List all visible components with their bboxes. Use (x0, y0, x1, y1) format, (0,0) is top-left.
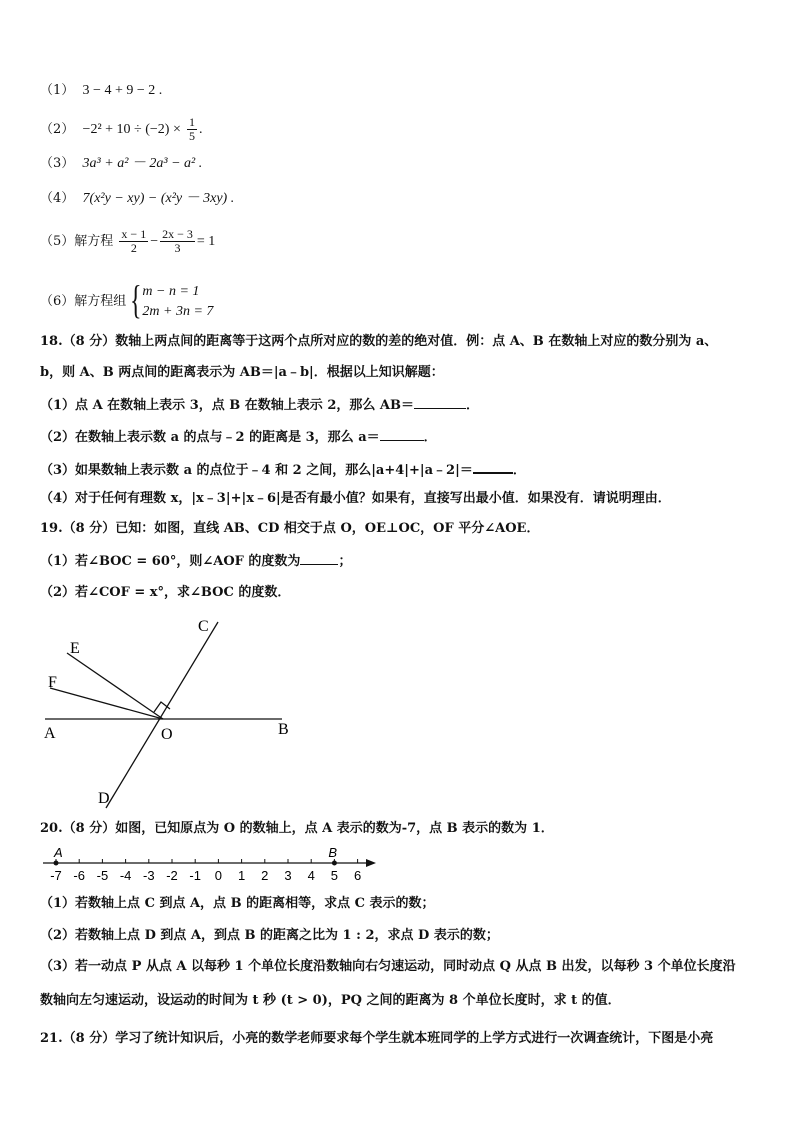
q18-part2 (40, 428, 437, 447)
q18-part2-text: （2）在数轴上表示数 a 的点与﹣2 的距离是 3，那么 a＝ (40, 430, 380, 445)
q17-part6-system (130, 277, 214, 322)
q20-part3-line2: 数轴向左匀速运动，设运动的时间为 t 秒 (t > 0)，PQ 之间的距离为 8 个单位长度时，求 t 的值． (40, 993, 621, 1008)
number-line-arrow (366, 859, 376, 867)
q17-part5-post: = 1 (196, 234, 216, 249)
label-f: F (48, 674, 57, 691)
point-a-dot (54, 861, 59, 866)
label-e: E (70, 640, 80, 657)
q17-part4-expr: 7(x²y − xy) − (x²y － 3xy) . (82, 191, 235, 206)
q19-part1-end: ； (338, 554, 352, 569)
q18-stem-line2: b，则 A、B 两点间的距离表示为 AB＝|a﹣b|．根据以上知识解题： (40, 365, 444, 380)
q17-part4 (40, 190, 234, 208)
q17-part6-eq2: 2m + 3n = 7 (142, 304, 214, 319)
point-a-label: A (54, 846, 63, 860)
q17-part5-fraction-1: $\frac{x - 1}{2}$ (121, 227, 147, 255)
ray-of (50, 688, 163, 719)
q17-part6 (40, 277, 214, 322)
number-line-tick-label: -3 (143, 868, 155, 883)
q17-part6-num: （6）解方程组 (40, 294, 127, 309)
q19-part1-text: （1）若∠BOC = 60°，则∠AOF 的度数为 (40, 554, 301, 569)
q17-part6-eq1: m − n = 1 (142, 284, 200, 299)
label-o: O (161, 726, 173, 743)
q19-part2: （2）若∠COF = x°，求∠BOC 的度数． (40, 585, 291, 600)
number-line-tick-label: 4 (307, 868, 315, 883)
q18-part1-text: （1）点 A 在数轴上表示 3，点 B 在数轴上表示 2，那么 AB＝ (40, 398, 414, 413)
answer-blank (473, 460, 513, 474)
q17-part2-pre: −2² + 10 ÷ (−2) × (82, 122, 181, 137)
q17-part4-num: （4） (40, 191, 75, 206)
q17-part5-minus: − (150, 234, 159, 249)
number-line-tick-label: 6 (353, 868, 362, 883)
label-a: A (44, 725, 56, 742)
q20-stem: 20.（8 分）如图，已知原点为 O 的数轴上，点 A 表示的数为-7，点 B 表示的数为 1． (40, 821, 554, 836)
number-line-tick-label: -6 (73, 868, 85, 883)
answer-blank (380, 428, 424, 441)
q17-part1-expr: 3 − 4 + 9 − 2 . (82, 83, 163, 98)
q17-part2 (40, 116, 202, 143)
q17-part2-post: . (198, 122, 203, 137)
number-line-tick-label: 0 (214, 868, 223, 883)
q20-part3-line1: （3）若一动点 P 从点 A 以每秒 1 个单位长度沿数轴向右匀速运动，同时动点 Q 从点 B 出发，以每秒 3 个单位长度沿 (40, 959, 736, 974)
q17-part3-expr: 3a³ + a² － 2a³ − a² . (82, 156, 203, 171)
q18-part1 (40, 396, 479, 415)
q19-part1 (40, 552, 351, 571)
answer-blank (414, 396, 466, 409)
number-line-tick-label: -2 (166, 868, 178, 883)
q18-part4: （4）对于任何有理数 x，|x﹣3|+|x﹣6|是否有最小值？如果有，直接写出最小值．如果没有．请说明理由． (40, 491, 671, 506)
q18-part2-end: ． (423, 430, 437, 445)
point-b-label: B (328, 846, 338, 860)
number-line-tick-label: -4 (119, 868, 132, 883)
q17-part1-num: （1） (40, 83, 75, 98)
q20-part1: （1）若数轴上点 C 到点 A，点 B 的距离相等，求点 C 表示的数； (40, 896, 435, 911)
line-cd (106, 622, 218, 808)
q17-part2-num: （2） (40, 122, 75, 137)
q17-part1 (40, 82, 162, 100)
number-line-tick-label: -5 (96, 868, 109, 883)
q18-part3-text: （3）如果数轴上表示数 a 的点位于﹣4 和 2 之间，那么|a+4|+|a﹣2|＝ (40, 463, 473, 478)
number-line-tick-label: 1 (237, 868, 246, 883)
right-angle-mark (154, 702, 170, 712)
number-line-tick-label: -7 (50, 868, 62, 883)
q19-stem: 19.（8 分）已知：如图，直线 AB、CD 相交于点 O，OE⊥OC，OF 平分∠AOE． (40, 521, 540, 536)
q18-stem-line1: 18.（8 分）数轴上两点间的距离等于这两个点所对应的数的差的绝对值．例：点 A、B 在数轴上对应的数分别为 a、 (40, 334, 718, 349)
brace-glyph: { (130, 277, 142, 322)
number-line-tick-label: 3 (284, 868, 292, 883)
q17-part3 (40, 155, 202, 173)
q17-part2-fraction: $\frac{1}{5}$ (188, 115, 195, 143)
answer-blank (300, 552, 338, 565)
number-line-tick-label: 2 (261, 868, 269, 883)
ray-oe (67, 653, 163, 719)
point-b-dot (332, 861, 337, 866)
q21-stem: 21.（8 分）学习了统计知识后，小亮的数学老师要求每个学生就本班同学的上学方式进行一次调查统计，下图是小亮 (40, 1031, 714, 1046)
q20-part2: （2）若数轴上点 D 到点 A，到点 B 的距离之比为 1 : 2，求点 D 表示的数； (40, 928, 499, 943)
q17-part3-num: （3） (40, 156, 75, 171)
label-c: C (198, 618, 209, 635)
q18-part3-end: ． (512, 463, 526, 478)
q17-part5 (40, 228, 215, 255)
q17-part5-num: （5）解方程 (40, 234, 114, 249)
number-line-tick-label: 5 (330, 868, 339, 883)
number-line (38, 846, 383, 886)
geometry-figure (30, 610, 320, 815)
q18-part3 (40, 460, 526, 480)
number-line-tick-label: -1 (189, 868, 201, 883)
q17-part5-fraction-2: $\frac{2x - 3}{3}$ (162, 227, 193, 255)
q18-part1-end: ． (465, 398, 479, 413)
label-d: D (98, 790, 110, 807)
label-b: B (278, 721, 289, 738)
